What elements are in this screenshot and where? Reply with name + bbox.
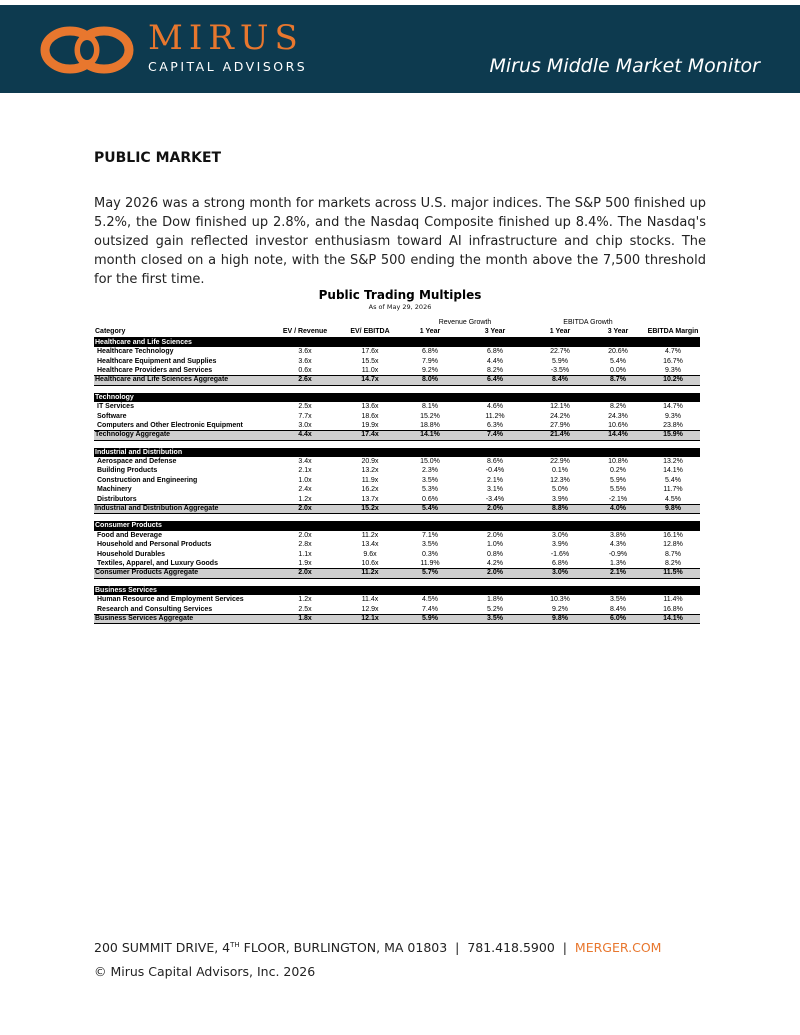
cell-rev-3y: 4.2% — [487, 559, 503, 567]
aggregate-ev-ebitda: 14.7x — [361, 376, 379, 384]
cell-ebitda-3y: 8.4% — [610, 605, 626, 613]
cell-ev-revenue: 2.5x — [298, 403, 312, 411]
aggregate-row — [94, 568, 700, 578]
col-rev-1y: 1 Year — [419, 328, 441, 336]
cell-ev-revenue: 2.0x — [298, 531, 312, 539]
address-text-2: FLOOR, BURLINGTON, MA 01803 — [239, 940, 448, 955]
cell-rev-1y: 3.5% — [422, 476, 438, 484]
cell-rev-3y: 2.1% — [487, 476, 503, 484]
aggregate-ebitda-margin: 14.1% — [663, 614, 683, 622]
cell-ebitda-1y: 27.9% — [550, 421, 570, 429]
cell-label: Software — [97, 412, 127, 420]
cell-rev-3y: 8.6% — [487, 458, 503, 466]
table-title: Public Trading Multiples — [318, 288, 482, 302]
cell-label: IT Services — [97, 403, 134, 411]
cell-rev-1y: 5.3% — [422, 486, 438, 494]
cell-ebitda-3y: 5.5% — [610, 486, 626, 494]
col-ebitda-3y: 3 Year — [607, 328, 629, 336]
cell-rev-1y: 4.5% — [422, 596, 438, 604]
cell-ebitda-3y: 0.0% — [610, 366, 626, 374]
cell-rev-1y: 3.5% — [422, 541, 438, 549]
aggregate-ev-revenue: 2.0x — [298, 569, 312, 577]
cell-label: Aerospace and Defense — [97, 458, 177, 466]
table-row — [94, 412, 700, 421]
aggregate-ev-revenue: 4.4x — [298, 431, 312, 439]
cell-ebitda-margin: 11.4% — [663, 596, 683, 604]
table-row — [94, 531, 700, 540]
cell-ev-ebitda: 13.7x — [361, 495, 379, 503]
table-row — [94, 402, 700, 411]
cell-ev-revenue: 7.7x — [298, 412, 312, 420]
cell-label: Distributors — [97, 495, 137, 503]
aggregate-rev-1y: 5.7% — [422, 569, 438, 577]
cell-ev-revenue: 1.2x — [298, 495, 312, 503]
category-row — [94, 393, 700, 402]
cell-ev-revenue: 3.6x — [298, 357, 312, 365]
cell-label: Computers and Other Electronic Equipment — [97, 421, 243, 429]
table-row — [94, 605, 700, 614]
cell-ebitda-1y: 12.3% — [550, 476, 570, 484]
logo-name: MIRUS — [148, 18, 304, 58]
cell-rev-1y: 11.9% — [420, 559, 440, 567]
aggregate-rev-1y: 8.0% — [422, 376, 438, 384]
col-ebitda-1y: 1 Year — [549, 328, 571, 336]
aggregate-label: Business Services Aggregate — [95, 614, 194, 622]
cell-ebitda-margin: 16.8% — [663, 605, 683, 613]
aggregate-label: Industrial and Distribution Aggregate — [95, 505, 219, 513]
cell-ebitda-3y: 4.3% — [610, 541, 626, 549]
aggregate-label: Healthcare and Life Sciences Aggregate — [95, 376, 229, 384]
cell-ev-ebitda: 19.9x — [361, 421, 379, 429]
separator: | — [455, 940, 460, 955]
copyright: © Mirus Capital Advisors, Inc. 2026 — [94, 964, 316, 979]
cell-ebitda-margin: 16.1% — [663, 531, 683, 539]
cell-rev-3y: 1.8% — [487, 596, 503, 604]
table-body — [94, 338, 700, 625]
cell-ebitda-margin: 9.3% — [665, 412, 681, 420]
group-header-row — [94, 318, 700, 327]
table-row — [94, 495, 700, 504]
cell-ebitda-1y: 3.9% — [552, 541, 568, 549]
aggregate-ebitda-1y: 21.4% — [550, 431, 570, 439]
cell-ev-revenue: 3.0x — [298, 421, 312, 429]
cell-ebitda-margin: 23.8% — [663, 421, 683, 429]
aggregate-ebitda-1y: 8.8% — [552, 505, 568, 513]
cell-rev-1y: 7.1% — [422, 531, 438, 539]
cell-ebitda-3y: 8.2% — [610, 403, 626, 411]
aggregate-ebitda-3y: 2.1% — [610, 569, 626, 577]
cell-ev-ebitda: 11.2x — [361, 531, 379, 539]
cell-rev-1y: 18.8% — [420, 421, 440, 429]
footer-address — [94, 940, 661, 955]
cell-label: Healthcare Equipment and Supplies — [97, 357, 217, 365]
category-row — [94, 521, 700, 530]
category-name: Business Services — [95, 586, 157, 594]
cell-ebitda-1y: -3.5% — [550, 366, 570, 374]
cell-ev-revenue: 1.2x — [298, 596, 312, 604]
aggregate-ev-ebitda: 17.4x — [361, 431, 379, 439]
cell-ev-ebitda: 18.6x — [361, 412, 379, 420]
cell-ebitda-margin: 13.2% — [663, 458, 683, 466]
website-link[interactable]: MERGER.COM — [574, 940, 662, 955]
cell-ebitda-margin: 5.4% — [665, 476, 681, 484]
cell-ebitda-3y: 5.4% — [610, 357, 626, 365]
table-row — [94, 466, 700, 475]
col-category: Category — [95, 328, 126, 336]
cell-ebitda-margin: 4.5% — [665, 495, 681, 503]
aggregate-row — [94, 375, 700, 385]
table-row — [94, 550, 700, 559]
category-name: Consumer Products — [95, 522, 162, 530]
cell-rev-3y: 1.0% — [487, 541, 503, 549]
cell-label: Building Products — [97, 467, 158, 475]
cell-label: Textiles, Apparel, and Luxury Goods — [97, 559, 218, 567]
cell-ev-ebitda: 20.9x — [361, 458, 379, 466]
aggregate-rev-3y: 2.0% — [487, 569, 503, 577]
logo-subtitle: CAPITAL ADVISORS — [148, 59, 308, 74]
cell-ev-ebitda: 11.0x — [361, 366, 379, 374]
cell-ebitda-3y: 5.9% — [610, 476, 626, 484]
cell-rev-1y: 2.3% — [422, 467, 438, 475]
cell-ev-ebitda: 15.5x — [361, 357, 379, 365]
table-row — [94, 347, 700, 356]
cell-ebitda-margin: 8.7% — [665, 550, 681, 558]
aggregate-row — [94, 430, 700, 440]
category-row — [94, 448, 700, 457]
ebitda-growth-header: EBITDA Growth — [563, 319, 613, 326]
cell-rev-3y: -3.4% — [485, 495, 505, 503]
group-spacer — [94, 514, 700, 521]
cell-ebitda-margin: 4.7% — [665, 348, 681, 356]
cell-ebitda-1y: 6.8% — [552, 559, 568, 567]
cell-ebitda-3y: 20.6% — [608, 348, 628, 356]
cell-ev-revenue: 0.6x — [298, 366, 312, 374]
category-row — [94, 586, 700, 595]
table-row — [94, 540, 700, 549]
cell-ebitda-1y: 10.3% — [550, 596, 570, 604]
aggregate-ebitda-1y: 9.8% — [552, 614, 568, 622]
aggregate-row — [94, 614, 700, 624]
aggregate-row — [94, 504, 700, 514]
cell-ebitda-margin: 9.3% — [665, 366, 681, 374]
cell-ev-ebitda: 13.2x — [361, 467, 379, 475]
category-row — [94, 338, 700, 347]
table-subtitle: As of May 29, 2026 — [368, 303, 432, 311]
category-name: Industrial and Distribution — [95, 448, 183, 456]
cell-ebitda-3y: 10.6% — [608, 421, 628, 429]
cell-rev-1y: 15.0% — [420, 458, 440, 466]
cell-label: Healthcare Technology — [97, 348, 174, 356]
aggregate-ebitda-3y: 4.0% — [610, 505, 626, 513]
table-row — [94, 595, 700, 604]
aggregate-label: Consumer Products Aggregate — [95, 569, 199, 577]
aggregate-ebitda-1y: 8.4% — [552, 376, 568, 384]
cell-rev-3y: 8.2% — [487, 366, 503, 374]
cell-rev-3y: 11.2% — [485, 412, 505, 420]
cell-ebitda-1y: 3.9% — [552, 495, 568, 503]
cell-ebitda-3y: 3.5% — [610, 596, 626, 604]
col-ev-revenue: EV / Revenue — [282, 328, 328, 336]
aggregate-ebitda-margin: 15.9% — [663, 431, 683, 439]
cell-ev-ebitda: 11.9x — [361, 476, 379, 484]
cell-rev-3y: 3.1% — [487, 486, 503, 494]
group-spacer — [94, 386, 700, 393]
category-name: Healthcare and Life Sciences — [95, 338, 192, 346]
cell-ebitda-1y: 5.0% — [552, 486, 568, 494]
cell-rev-3y: 2.0% — [487, 531, 503, 539]
aggregate-ev-ebitda: 12.1x — [361, 614, 379, 622]
aggregate-rev-3y: 3.5% — [487, 614, 503, 622]
aggregate-ebitda-margin: 11.5% — [663, 569, 683, 577]
cell-ebitda-margin: 14.7% — [663, 403, 683, 411]
cell-ebitda-margin: 8.2% — [665, 559, 681, 567]
address-sup: TH — [230, 940, 240, 949]
group-spacer — [94, 441, 700, 448]
cell-ev-ebitda: 17.6x — [361, 348, 379, 356]
cell-label: Human Resource and Employment Services — [97, 596, 244, 604]
table-row — [94, 476, 700, 485]
cell-label: Research and Consulting Services — [97, 605, 213, 613]
table-row — [94, 559, 700, 568]
aggregate-label: Technology Aggregate — [95, 431, 171, 439]
category-name: Technology — [95, 393, 134, 401]
separator: | — [562, 940, 567, 955]
table-row — [94, 357, 700, 366]
cell-ebitda-margin: 12.8% — [663, 541, 683, 549]
cell-rev-1y: 0.3% — [422, 550, 438, 558]
cell-ev-ebitda: 16.2x — [361, 486, 379, 494]
cell-ebitda-1y: 12.1% — [550, 403, 570, 411]
cell-ev-revenue: 1.0x — [298, 476, 312, 484]
aggregate-ev-revenue: 2.6x — [298, 376, 312, 384]
cell-label: Healthcare Providers and Services — [97, 366, 213, 374]
cell-ebitda-1y: -1.6% — [550, 550, 570, 558]
cell-rev-1y: 7.4% — [422, 605, 438, 613]
aggregate-ebitda-3y: 6.0% — [610, 614, 626, 622]
aggregate-rev-1y: 5.4% — [422, 505, 438, 513]
phone-number: 781.418.5900 — [467, 940, 555, 955]
address-text: 200 SUMMIT DRIVE, 4 — [94, 940, 231, 955]
trading-multiples-table — [94, 318, 700, 624]
aggregate-ev-ebitda: 15.2x — [361, 505, 379, 513]
cell-ebitda-3y: 24.3% — [608, 412, 628, 420]
cell-ev-revenue: 1.9x — [298, 559, 312, 567]
aggregate-ebitda-3y: 8.7% — [610, 376, 626, 384]
table-row — [94, 457, 700, 466]
cell-label: Household Durables — [97, 550, 166, 558]
cell-label: Household and Personal Products — [97, 541, 212, 549]
aggregate-rev-3y: 6.4% — [487, 376, 503, 384]
cell-ebitda-3y: 0.2% — [610, 467, 626, 475]
cell-ebitda-3y: -0.9% — [608, 550, 628, 558]
cell-ev-revenue: 1.1x — [298, 550, 312, 558]
cell-ev-revenue: 2.1x — [298, 467, 312, 475]
group-spacer — [94, 579, 700, 586]
cell-ev-revenue: 2.5x — [298, 605, 312, 613]
cell-ebitda-1y: 9.2% — [552, 605, 568, 613]
cell-label: Food and Beverage — [97, 531, 162, 539]
publication-title: Mirus Middle Market Monitor — [489, 55, 760, 77]
cell-ev-revenue: 3.4x — [298, 458, 312, 466]
cell-ev-ebitda: 10.6x — [361, 559, 379, 567]
aggregate-ebitda-3y: 14.4% — [608, 431, 628, 439]
cell-ev-revenue: 2.4x — [298, 486, 312, 494]
cell-ebitda-3y: 10.8% — [608, 458, 628, 466]
cell-rev-1y: 6.8% — [422, 348, 438, 356]
cell-ev-ebitda: 13.4x — [361, 541, 379, 549]
cell-ebitda-1y: 22.9% — [550, 458, 570, 466]
cell-rev-1y: 8.1% — [422, 403, 438, 411]
page-header — [0, 5, 800, 93]
table-row — [94, 485, 700, 494]
cell-ebitda-1y: 5.9% — [552, 357, 568, 365]
col-ebitda-margin: EBITDA Margin — [647, 328, 699, 336]
cell-rev-3y: -0.4% — [485, 467, 505, 475]
table-row — [94, 421, 700, 430]
aggregate-rev-1y: 5.9% — [422, 614, 438, 622]
cell-ev-ebitda: 13.6x — [361, 403, 379, 411]
cell-ebitda-3y: -2.1% — [608, 495, 628, 503]
mirus-logo-icon — [40, 25, 136, 75]
revenue-growth-header: Revenue Growth — [438, 319, 492, 326]
cell-rev-3y: 0.8% — [487, 550, 503, 558]
section-title: PUBLIC MARKET — [94, 150, 222, 166]
cell-ebitda-margin: 16.7% — [663, 357, 683, 365]
cell-rev-3y: 6.3% — [487, 421, 503, 429]
cell-rev-3y: 5.2% — [487, 605, 503, 613]
aggregate-ev-ebitda: 11.2x — [361, 569, 379, 577]
cell-ebitda-margin: 11.7% — [663, 486, 683, 494]
cell-ev-revenue: 3.6x — [298, 348, 312, 356]
cell-rev-1y: 7.9% — [422, 357, 438, 365]
aggregate-ev-revenue: 1.8x — [298, 614, 312, 622]
cell-rev-1y: 0.6% — [422, 495, 438, 503]
column-header-row — [94, 327, 700, 337]
aggregate-ev-revenue: 2.0x — [298, 505, 312, 513]
cell-ev-ebitda: 11.4x — [361, 596, 379, 604]
cell-ebitda-1y: 24.2% — [550, 412, 570, 420]
cell-ebitda-1y: 22.7% — [550, 348, 570, 356]
aggregate-ebitda-margin: 10.2% — [663, 376, 683, 384]
aggregate-rev-1y: 14.1% — [420, 431, 440, 439]
col-ev-ebitda: EV/ EBITDA — [350, 328, 390, 336]
table-row — [94, 366, 700, 375]
cell-rev-3y: 4.4% — [487, 357, 503, 365]
col-rev-3y: 3 Year — [484, 328, 506, 336]
cell-ev-revenue: 2.8x — [298, 541, 312, 549]
cell-ebitda-margin: 14.1% — [663, 467, 683, 475]
cell-ev-ebitda: 9.6x — [363, 550, 377, 558]
aggregate-rev-3y: 7.4% — [487, 431, 503, 439]
cell-label: Machinery — [97, 486, 132, 494]
cell-ebitda-3y: 1.3% — [610, 559, 626, 567]
cell-rev-3y: 4.6% — [487, 403, 503, 411]
cell-rev-1y: 15.2% — [420, 412, 440, 420]
cell-ebitda-1y: 0.1% — [552, 467, 568, 475]
aggregate-rev-3y: 2.0% — [487, 505, 503, 513]
intro-paragraph: May 2026 was a strong month for markets across U.S. major indices. The S&P 500 finished up 5.2%, the Dow finished up 2.8%, and the Nasdaq Composite finished up 8.4%. The Nasdaq's outsized gain reflected investor enthusiasm toward AI infrastructure and chip stocks. The month closed on a high note, with the S&P 500 ending the month above the 7,500 threshold for the first time. — [94, 196, 706, 287]
aggregate-ebitda-margin: 9.8% — [665, 505, 681, 513]
cell-rev-3y: 6.8% — [487, 348, 503, 356]
cell-ebitda-3y: 3.8% — [610, 531, 626, 539]
cell-label: Construction and Engineering — [97, 476, 198, 484]
aggregate-ebitda-1y: 3.0% — [552, 569, 568, 577]
cell-ebitda-1y: 3.0% — [552, 531, 568, 539]
cell-ev-ebitda: 12.9x — [361, 605, 379, 613]
cell-rev-1y: 9.2% — [422, 366, 438, 374]
